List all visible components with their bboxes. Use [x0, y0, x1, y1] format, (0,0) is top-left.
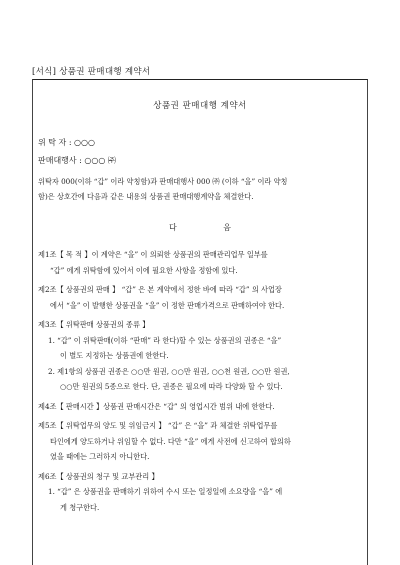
article-5: [38, 418, 362, 465]
article-heading: 제3조【 위탁판매 상품권의 종류 】: [38, 320, 150, 329]
article-2: [38, 282, 362, 313]
contract-title: 상품권 판매대행 계약서: [153, 101, 247, 111]
articles: [38, 247, 362, 519]
article-1: [38, 247, 362, 278]
article-item-text: ○○만 원권의 5종으로 한다. 단, 권종은 필요에 따라 다양화 할 수 있다.: [60, 382, 283, 391]
article-4: [38, 399, 362, 415]
article-item-text: 게 청구한다.: [60, 502, 100, 512]
dakum-heading: 다 음: [169, 223, 253, 232]
article-item: 2. 제1항의 상품권 권종은 ○○만 원권, ○○만 원권, ○○천 원권, ○○만 원권,: [48, 366, 290, 376]
consignor-line: 위 탁 자 : ○○○: [38, 138, 95, 147]
article-heading: 제1조【 목 적 】이 계약은 “을” 이 의뢰한 상품권의 판매관리업무 일부를: [38, 250, 268, 259]
article-heading: 제6조【 상품권의 청구 및 교부관리 】: [38, 471, 159, 481]
article-item: 1. “갑” 은 상품권을 판매하기 위하여 수시 또는 일정일에 소요량을 “을” 에: [48, 487, 283, 496]
intro-line: 위탁자 000(이하 “갑” 이라 약칭함)과 판매대행사 000 ㈜ (이하 “을” 이라 약칭: [38, 177, 288, 186]
article-item-text: 이 별도 지정하는 상품권에 한한다.: [60, 351, 169, 360]
article-item: 1. “갑” 이 위탁판매(이하 “판매” 라 한다)할 수 있는 상품권의 권종은 “을”: [48, 335, 282, 345]
intro-paragraph: [38, 174, 360, 204]
agent-line: 판매대행사 : ○○○ ㈜: [38, 156, 116, 165]
article-text: 에서 “을” 이 발행한 상품권을 “을” 이 정한 판매가격으로 판매하여야 한다.: [50, 300, 285, 310]
article-text: 타인에게 양도하거나 위임할 수 없다. 다만 “을” 에게 사전에 신고하여 합의하: [50, 436, 291, 446]
form-caption: [서식] 상품권 판매대행 계약서: [32, 67, 151, 77]
article-heading: 제2조【 상품권의 판매 】 “갑” 은 본 계약에서 정한 바에 따라 “갑” 의 사업장: [38, 285, 282, 294]
intro-line: 함)은 상호간에 다음과 같은 내용의 상품권 판매대행계약을 체결한다.: [38, 192, 254, 201]
article-text: 였을 때에는 그러하지 아니한다.: [50, 452, 150, 461]
article-text: “갑” 에게 위탁함에 있어서 이에 필요한 사항을 정함에 있다.: [50, 265, 238, 275]
article-heading: 제4조【 판매시간 】상품권 판매시간은 “갑” 의 영업시간 범위 내에 한한다.: [38, 401, 275, 411]
article-6: [38, 469, 362, 516]
article-3: [38, 317, 362, 395]
article-heading: 제5조【 위탁업무의 양도 및 위임금지 】 “갑” 은 “을” 과 체결한 위탁업무를: [38, 421, 278, 430]
